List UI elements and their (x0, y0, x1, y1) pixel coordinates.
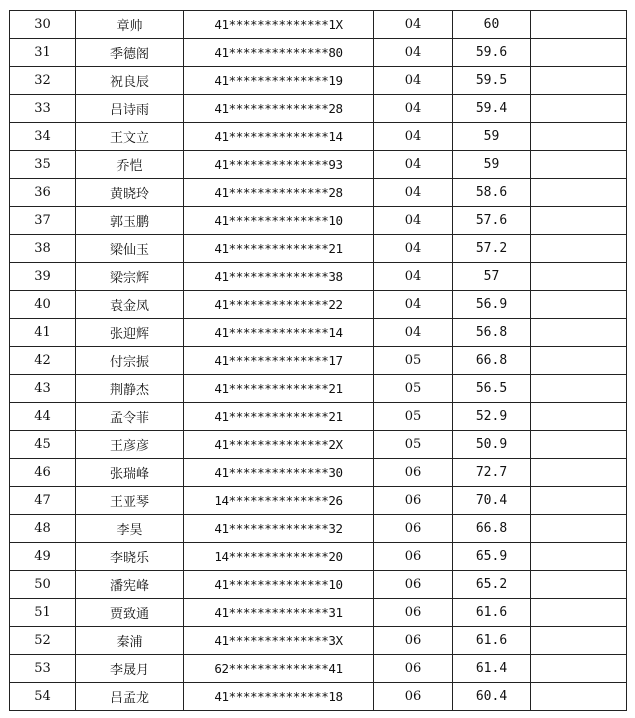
cell-group-code: 06 (374, 683, 453, 711)
cell-serial-number: 35 (10, 151, 76, 179)
cell-remark (531, 515, 627, 543)
cell-group-code: 04 (374, 95, 453, 123)
cell-id-number: 41**************2X (184, 431, 374, 459)
cell-id-number: 41**************14 (184, 123, 374, 151)
cell-id-number: 41**************30 (184, 459, 374, 487)
cell-serial-number: 30 (10, 11, 76, 39)
cell-score: 56.9 (453, 291, 531, 319)
cell-group-code: 04 (374, 179, 453, 207)
cell-group-code: 06 (374, 571, 453, 599)
cell-serial-number: 51 (10, 599, 76, 627)
cell-remark (531, 627, 627, 655)
cell-score: 61.6 (453, 599, 531, 627)
cell-serial-number: 40 (10, 291, 76, 319)
cell-serial-number: 53 (10, 655, 76, 683)
cell-score: 56.5 (453, 375, 531, 403)
cell-remark (531, 95, 627, 123)
cell-group-code: 04 (374, 207, 453, 235)
table-row (10, 235, 627, 263)
cell-serial-number: 39 (10, 263, 76, 291)
cell-score: 59.5 (453, 67, 531, 95)
table-row (10, 263, 627, 291)
cell-score: 59.6 (453, 39, 531, 67)
cell-group-code: 04 (374, 123, 453, 151)
cell-name: 祝良辰 (76, 67, 184, 95)
cell-name: 李昊 (76, 515, 184, 543)
cell-id-number: 41**************21 (184, 235, 374, 263)
cell-group-code: 06 (374, 543, 453, 571)
cell-group-code: 04 (374, 151, 453, 179)
table-row (10, 655, 627, 683)
cell-id-number: 41**************1X (184, 11, 374, 39)
cell-serial-number: 54 (10, 683, 76, 711)
cell-remark (531, 207, 627, 235)
cell-group-code: 06 (374, 599, 453, 627)
cell-score: 57.6 (453, 207, 531, 235)
table-row (10, 431, 627, 459)
cell-group-code: 06 (374, 459, 453, 487)
cell-serial-number: 49 (10, 543, 76, 571)
cell-serial-number: 37 (10, 207, 76, 235)
cell-id-number: 41**************80 (184, 39, 374, 67)
cell-serial-number: 41 (10, 319, 76, 347)
table-row (10, 179, 627, 207)
cell-id-number: 62**************41 (184, 655, 374, 683)
cell-name: 章帅 (76, 11, 184, 39)
cell-serial-number: 44 (10, 403, 76, 431)
table-row (10, 39, 627, 67)
cell-id-number: 14**************20 (184, 543, 374, 571)
cell-name: 孟令菲 (76, 403, 184, 431)
cell-remark (531, 459, 627, 487)
cell-serial-number: 47 (10, 487, 76, 515)
cell-serial-number: 38 (10, 235, 76, 263)
cell-score: 59 (453, 151, 531, 179)
table-row (10, 11, 627, 39)
cell-name: 吕诗雨 (76, 95, 184, 123)
table-row (10, 291, 627, 319)
cell-serial-number: 52 (10, 627, 76, 655)
cell-score: 56.8 (453, 319, 531, 347)
cell-id-number: 41**************14 (184, 319, 374, 347)
cell-score: 72.7 (453, 459, 531, 487)
cell-group-code: 06 (374, 487, 453, 515)
cell-group-code: 04 (374, 291, 453, 319)
cell-group-code: 04 (374, 39, 453, 67)
table-row (10, 571, 627, 599)
cell-score: 50.9 (453, 431, 531, 459)
cell-serial-number: 50 (10, 571, 76, 599)
table-row (10, 347, 627, 375)
cell-group-code: 04 (374, 11, 453, 39)
cell-name: 荆静杰 (76, 375, 184, 403)
table-row (10, 123, 627, 151)
cell-remark (531, 11, 627, 39)
cell-score: 66.8 (453, 515, 531, 543)
cell-group-code: 04 (374, 319, 453, 347)
table-row (10, 515, 627, 543)
cell-score: 60 (453, 11, 531, 39)
cell-remark (531, 291, 627, 319)
cell-score: 65.2 (453, 571, 531, 599)
table-row (10, 67, 627, 95)
cell-id-number: 41**************10 (184, 571, 374, 599)
cell-serial-number: 34 (10, 123, 76, 151)
cell-score: 66.8 (453, 347, 531, 375)
cell-remark (531, 431, 627, 459)
cell-remark (531, 151, 627, 179)
cell-score: 59.4 (453, 95, 531, 123)
cell-serial-number: 45 (10, 431, 76, 459)
cell-group-code: 06 (374, 655, 453, 683)
table-row (10, 543, 627, 571)
cell-remark (531, 179, 627, 207)
table-row (10, 403, 627, 431)
cell-name: 李晟月 (76, 655, 184, 683)
cell-remark (531, 263, 627, 291)
cell-score: 52.9 (453, 403, 531, 431)
table-row (10, 627, 627, 655)
cell-name: 袁金凤 (76, 291, 184, 319)
cell-id-number: 14**************26 (184, 487, 374, 515)
cell-remark (531, 683, 627, 711)
cell-name: 潘宪峰 (76, 571, 184, 599)
cell-remark (531, 319, 627, 347)
cell-name: 梁宗辉 (76, 263, 184, 291)
cell-name: 黄晓玲 (76, 179, 184, 207)
cell-remark (531, 347, 627, 375)
cell-name: 季德阁 (76, 39, 184, 67)
cell-group-code: 04 (374, 67, 453, 95)
cell-id-number: 41**************38 (184, 263, 374, 291)
cell-serial-number: 36 (10, 179, 76, 207)
cell-serial-number: 31 (10, 39, 76, 67)
cell-id-number: 41**************21 (184, 375, 374, 403)
table-row (10, 487, 627, 515)
cell-remark (531, 599, 627, 627)
cell-id-number: 41**************18 (184, 683, 374, 711)
cell-remark (531, 67, 627, 95)
cell-remark (531, 655, 627, 683)
cell-score: 65.9 (453, 543, 531, 571)
cell-score: 59 (453, 123, 531, 151)
table-row (10, 375, 627, 403)
cell-name: 梁仙玉 (76, 235, 184, 263)
cell-group-code: 04 (374, 263, 453, 291)
cell-id-number: 41**************31 (184, 599, 374, 627)
cell-group-code: 05 (374, 431, 453, 459)
table-row (10, 599, 627, 627)
cell-group-code: 05 (374, 347, 453, 375)
cell-score: 60.4 (453, 683, 531, 711)
score-table-body (10, 11, 627, 711)
cell-id-number: 41**************10 (184, 207, 374, 235)
cell-name: 贾致通 (76, 599, 184, 627)
cell-serial-number: 46 (10, 459, 76, 487)
cell-name: 王文立 (76, 123, 184, 151)
cell-serial-number: 43 (10, 375, 76, 403)
cell-group-code: 06 (374, 515, 453, 543)
cell-score: 61.4 (453, 655, 531, 683)
table-row (10, 459, 627, 487)
cell-name: 张迎辉 (76, 319, 184, 347)
cell-remark (531, 487, 627, 515)
cell-group-code: 04 (374, 235, 453, 263)
table-row (10, 207, 627, 235)
cell-remark (531, 123, 627, 151)
cell-id-number: 41**************19 (184, 67, 374, 95)
cell-score: 57 (453, 263, 531, 291)
cell-name: 李晓乐 (76, 543, 184, 571)
cell-remark (531, 543, 627, 571)
cell-serial-number: 42 (10, 347, 76, 375)
cell-id-number: 41**************32 (184, 515, 374, 543)
cell-serial-number: 32 (10, 67, 76, 95)
cell-id-number: 41**************28 (184, 95, 374, 123)
cell-id-number: 41**************17 (184, 347, 374, 375)
cell-name: 郭玉鹏 (76, 207, 184, 235)
cell-remark (531, 235, 627, 263)
cell-id-number: 41**************3X (184, 627, 374, 655)
cell-id-number: 41**************93 (184, 151, 374, 179)
cell-score: 61.6 (453, 627, 531, 655)
cell-group-code: 06 (374, 627, 453, 655)
table-row (10, 319, 627, 347)
table-row (10, 151, 627, 179)
cell-name: 吕孟龙 (76, 683, 184, 711)
cell-name: 张瑞峰 (76, 459, 184, 487)
cell-remark (531, 403, 627, 431)
score-table (9, 10, 627, 711)
cell-serial-number: 48 (10, 515, 76, 543)
cell-name: 秦浦 (76, 627, 184, 655)
cell-remark (531, 375, 627, 403)
cell-name: 王彦彦 (76, 431, 184, 459)
cell-name: 付宗振 (76, 347, 184, 375)
table-row (10, 683, 627, 711)
cell-id-number: 41**************28 (184, 179, 374, 207)
cell-group-code: 05 (374, 403, 453, 431)
cell-serial-number: 33 (10, 95, 76, 123)
cell-score: 58.6 (453, 179, 531, 207)
cell-name: 乔恺 (76, 151, 184, 179)
table-row (10, 95, 627, 123)
cell-remark (531, 571, 627, 599)
cell-name: 王亚琴 (76, 487, 184, 515)
cell-score: 57.2 (453, 235, 531, 263)
cell-id-number: 41**************21 (184, 403, 374, 431)
cell-score: 70.4 (453, 487, 531, 515)
cell-id-number: 41**************22 (184, 291, 374, 319)
cell-group-code: 05 (374, 375, 453, 403)
cell-remark (531, 39, 627, 67)
